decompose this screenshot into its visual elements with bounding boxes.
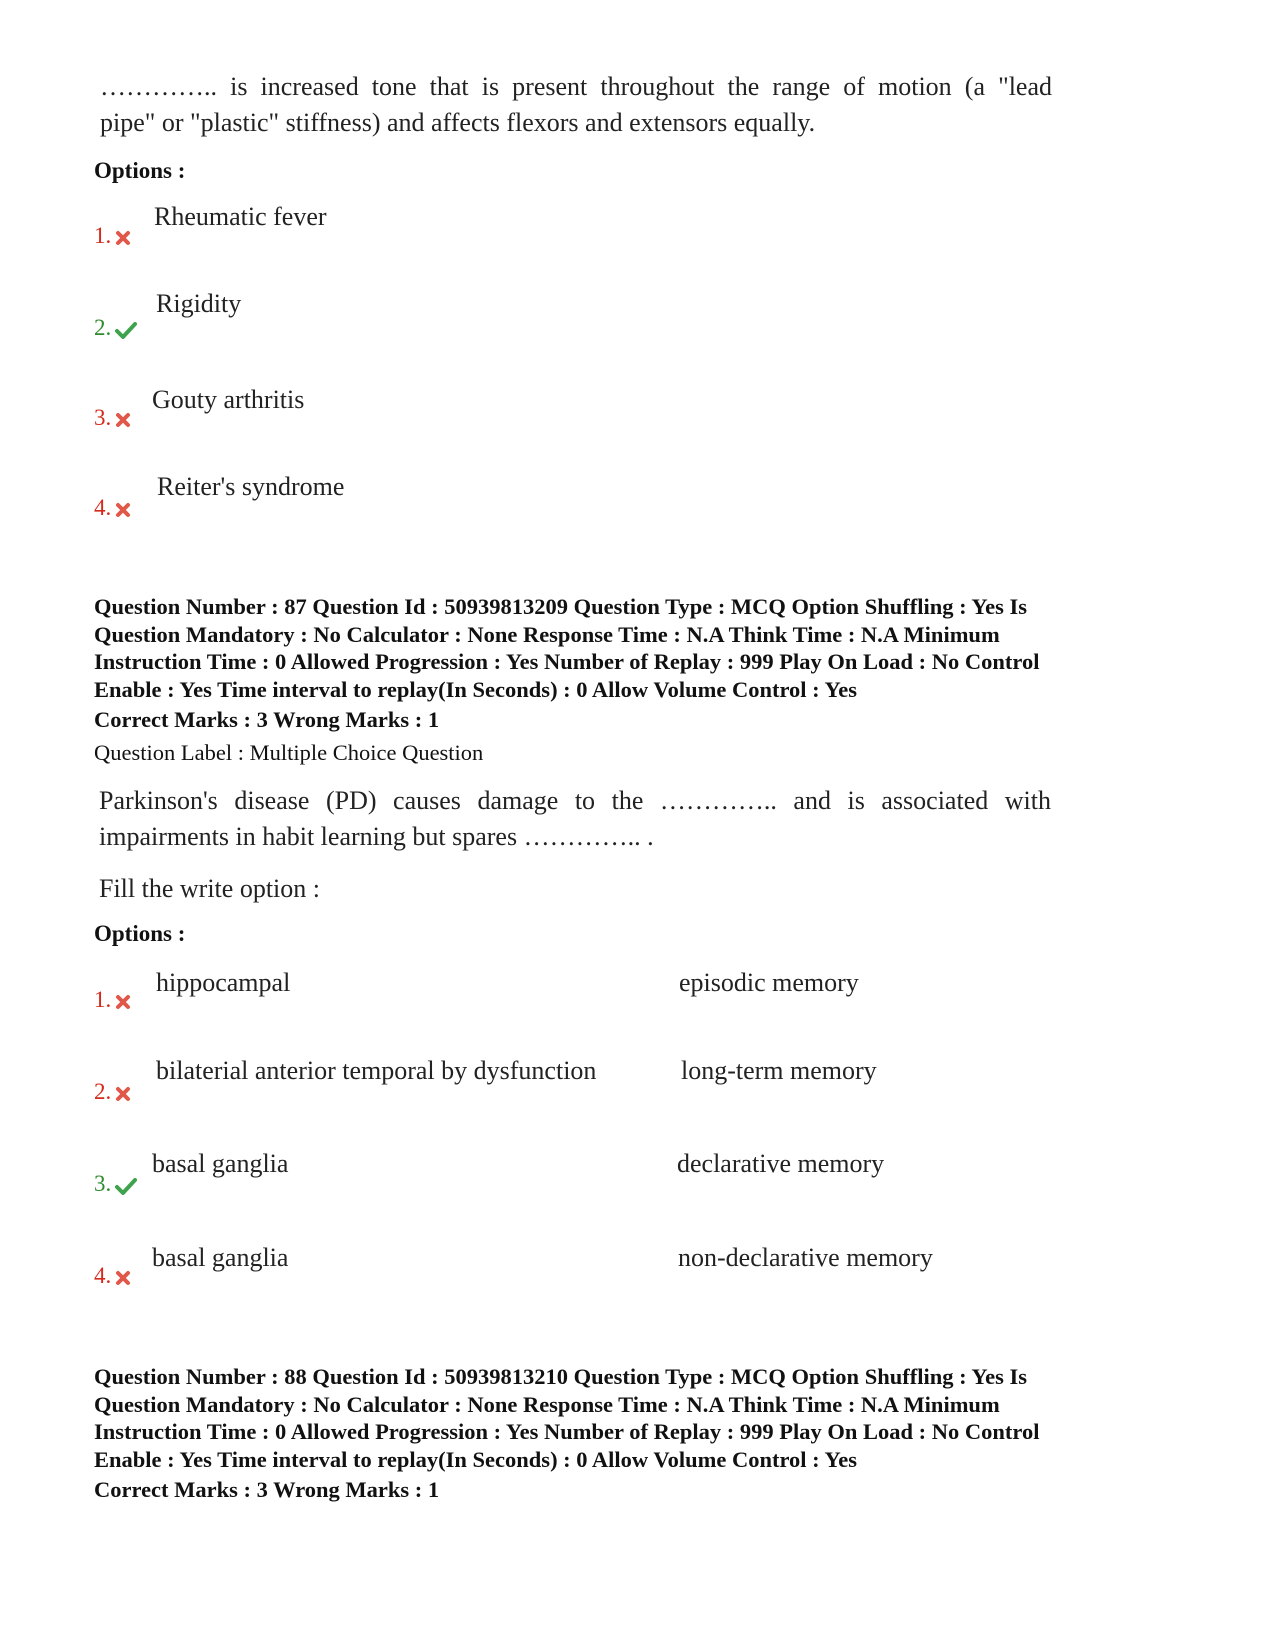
prev-option-2-text: Rigidity [156, 289, 242, 318]
q87-option-1-col-b: episodic memory [679, 968, 859, 997]
option-number: 4. [94, 495, 112, 520]
check-icon [115, 1177, 137, 1195]
q87-option-2-col-a: bilaterial anterior temporal by dysfunction [156, 1056, 597, 1085]
q87-option-1-number [94, 987, 131, 1013]
q88-marks: Correct Marks : 3 Wrong Marks : 1 [94, 1477, 440, 1502]
prev-question-text-line2: pipe" or "plastic" stiffness) and affects flexors and extensors equally. [100, 108, 816, 137]
q87-instruction: Fill the write option : [99, 874, 320, 903]
option-number: 1. [94, 223, 112, 248]
q87-option-4-col-b: non-declarative memory [678, 1243, 933, 1272]
prev-option-1-number [94, 223, 131, 249]
q87-text-line2: impairments in habit learning but spares ………….. . [99, 822, 654, 851]
prev-option-4-number [94, 495, 131, 521]
q87-meta-line3: Instruction Time : 0 Allowed Progression : Yes Number of Replay : 999 Play On Load : No Control [94, 649, 1040, 674]
q87-option-3-number [94, 1171, 137, 1197]
option-number: 1. [94, 987, 112, 1012]
q88-meta-line3: Instruction Time : 0 Allowed Progression : Yes Number of Replay : 999 Play On Load : No Control [94, 1419, 1040, 1444]
q87-question-label: Question Label : Multiple Choice Question [94, 740, 484, 765]
q88-meta-line2: Question Mandatory : No Calculator : None Response Time : N.A Think Time : N.A Minimum [94, 1391, 1000, 1417]
q87-marks: Correct Marks : 3 Wrong Marks : 1 [94, 707, 440, 732]
option-number: 2. [94, 315, 112, 340]
q87-meta [94, 593, 1184, 703]
q87-meta-line2: Question Mandatory : No Calculator : None Response Time : N.A Think Time : N.A Minimum [94, 621, 1000, 647]
q87-options-label: Options : [94, 921, 186, 946]
q88-meta-line4: Enable : Yes Time interval to replay(In Seconds) : 0 Allow Volume Control : Yes [94, 1446, 857, 1472]
cross-icon [115, 230, 131, 246]
cross-icon [115, 412, 131, 428]
q87-meta-line1: Question Number : 87 Question Id : 50939813209 Question Type : MCQ Option Shuffling : Yes Is [94, 594, 1028, 619]
q88-meta-line1: Question Number : 88 Question Id : 50939813210 Question Type : MCQ Option Shuffling : Yes Is [94, 1364, 1028, 1389]
prev-question-text-line1: ………….. is increased tone that is present throughout the range of motion (a "lead [100, 72, 1052, 101]
q88-meta [94, 1363, 1184, 1473]
cross-icon [115, 994, 131, 1010]
q87-option-2-col-b: long-term memory [681, 1056, 877, 1085]
q87-option-4-number [94, 1263, 131, 1289]
q87-meta-line4: Enable : Yes Time interval to replay(In Seconds) : 0 Allow Volume Control : Yes [94, 676, 857, 702]
q87-option-3-col-a: basal ganglia [152, 1149, 289, 1178]
prev-option-1-text: Rheumatic fever [154, 202, 327, 231]
option-number: 3. [94, 1171, 112, 1196]
cross-icon [115, 502, 131, 518]
prev-option-4-text: Reiter's syndrome [157, 472, 345, 501]
prev-option-3-number [94, 405, 131, 431]
q87-option-3-col-b: declarative memory [677, 1149, 885, 1178]
option-number: 3. [94, 405, 112, 430]
check-icon [115, 321, 137, 339]
q87-text-line1: Parkinson's disease (PD) causes damage to the ………….. and is associated with [99, 786, 1051, 815]
cross-icon [115, 1270, 131, 1286]
prev-options-label: Options : [94, 158, 186, 183]
prev-option-3-text: Gouty arthritis [152, 385, 305, 414]
q87-option-1-col-a: hippocampal [156, 968, 291, 997]
prev-option-2-number [94, 315, 137, 341]
option-number: 4. [94, 1263, 112, 1288]
q87-option-4-col-a: basal ganglia [152, 1243, 289, 1272]
cross-icon [115, 1086, 131, 1102]
option-number: 2. [94, 1079, 112, 1104]
q87-option-2-number [94, 1079, 131, 1105]
